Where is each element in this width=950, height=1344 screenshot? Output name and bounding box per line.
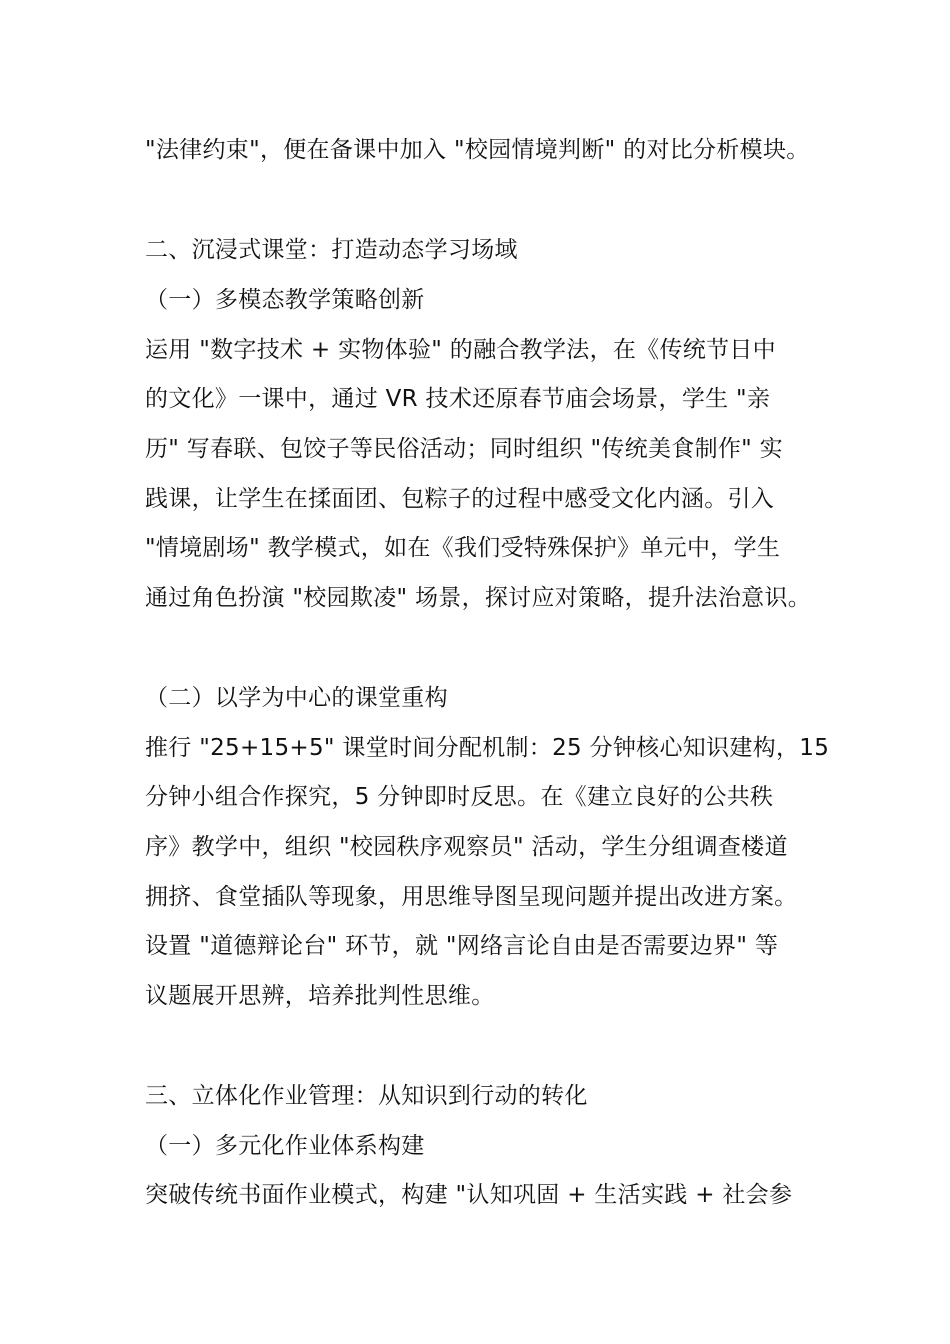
section-heading: 三、立体化作业管理：从知识到行动的转化 xyxy=(145,1083,588,1109)
paragraph-line: "情境剧场" 教学模式，如在《我们受特殊保护》单元中，学生 xyxy=(145,535,781,561)
section-heading: 二、沉浸式课堂：打造动态学习场域 xyxy=(145,237,518,263)
paragraph-line: 设置 "道德辩论台" 环节，就 "网络言论自由是否需要边界" 等 xyxy=(145,933,779,959)
paragraph-line: "法律约束"，便在备课中加入 "校园情境判断" 的对比分析模块。 xyxy=(145,137,810,163)
paragraph-line: 通过角色扮演 "校园欺凌" 场景，探讨应对策略，提升法治意识。 xyxy=(145,585,812,611)
paragraph-line: 运用 "数字技术 + 实物体验" 的融合教学法，在《传统节日中 xyxy=(145,337,776,363)
subsection-heading: （二）以学为中心的课堂重构 xyxy=(145,685,448,711)
paragraph-line: 历" 写春联、包饺子等民俗活动；同时组织 "传统美食制作" 实 xyxy=(145,436,783,462)
paragraph-line: 议题展开思辨，培养批判性思维。 xyxy=(145,983,495,1009)
paragraph-line: 序》教学中，组织 "校园秩序观察员" 活动，学生分组调查楼道 xyxy=(145,834,788,860)
subsection-heading: （一）多元化作业体系构建 xyxy=(145,1133,425,1159)
paragraph-line: 践课，让学生在揉面团、包粽子的过程中感受文化内涵。引入 xyxy=(145,486,775,512)
paragraph-line: 分钟小组合作探究，5 分钟即时反思。在《建立良好的公共秩 xyxy=(145,784,774,810)
paragraph-line: 突破传统书面作业模式，构建 "认知巩固 + 生活实践 + 社会参 xyxy=(145,1182,793,1208)
paragraph-line: 的文化》一课中，通过 VR 技术还原春节庙会场景，学生 "亲 xyxy=(145,386,771,412)
paragraph-line: 推行 "25+15+5" 课堂时间分配机制：25 分钟核心知识建构，15 xyxy=(145,735,830,761)
paragraph-line: 拥挤、食堂插队等现象，用思维导图呈现问题并提出改进方案。 xyxy=(145,884,798,910)
subsection-heading: （一）多模态教学策略创新 xyxy=(145,287,425,313)
